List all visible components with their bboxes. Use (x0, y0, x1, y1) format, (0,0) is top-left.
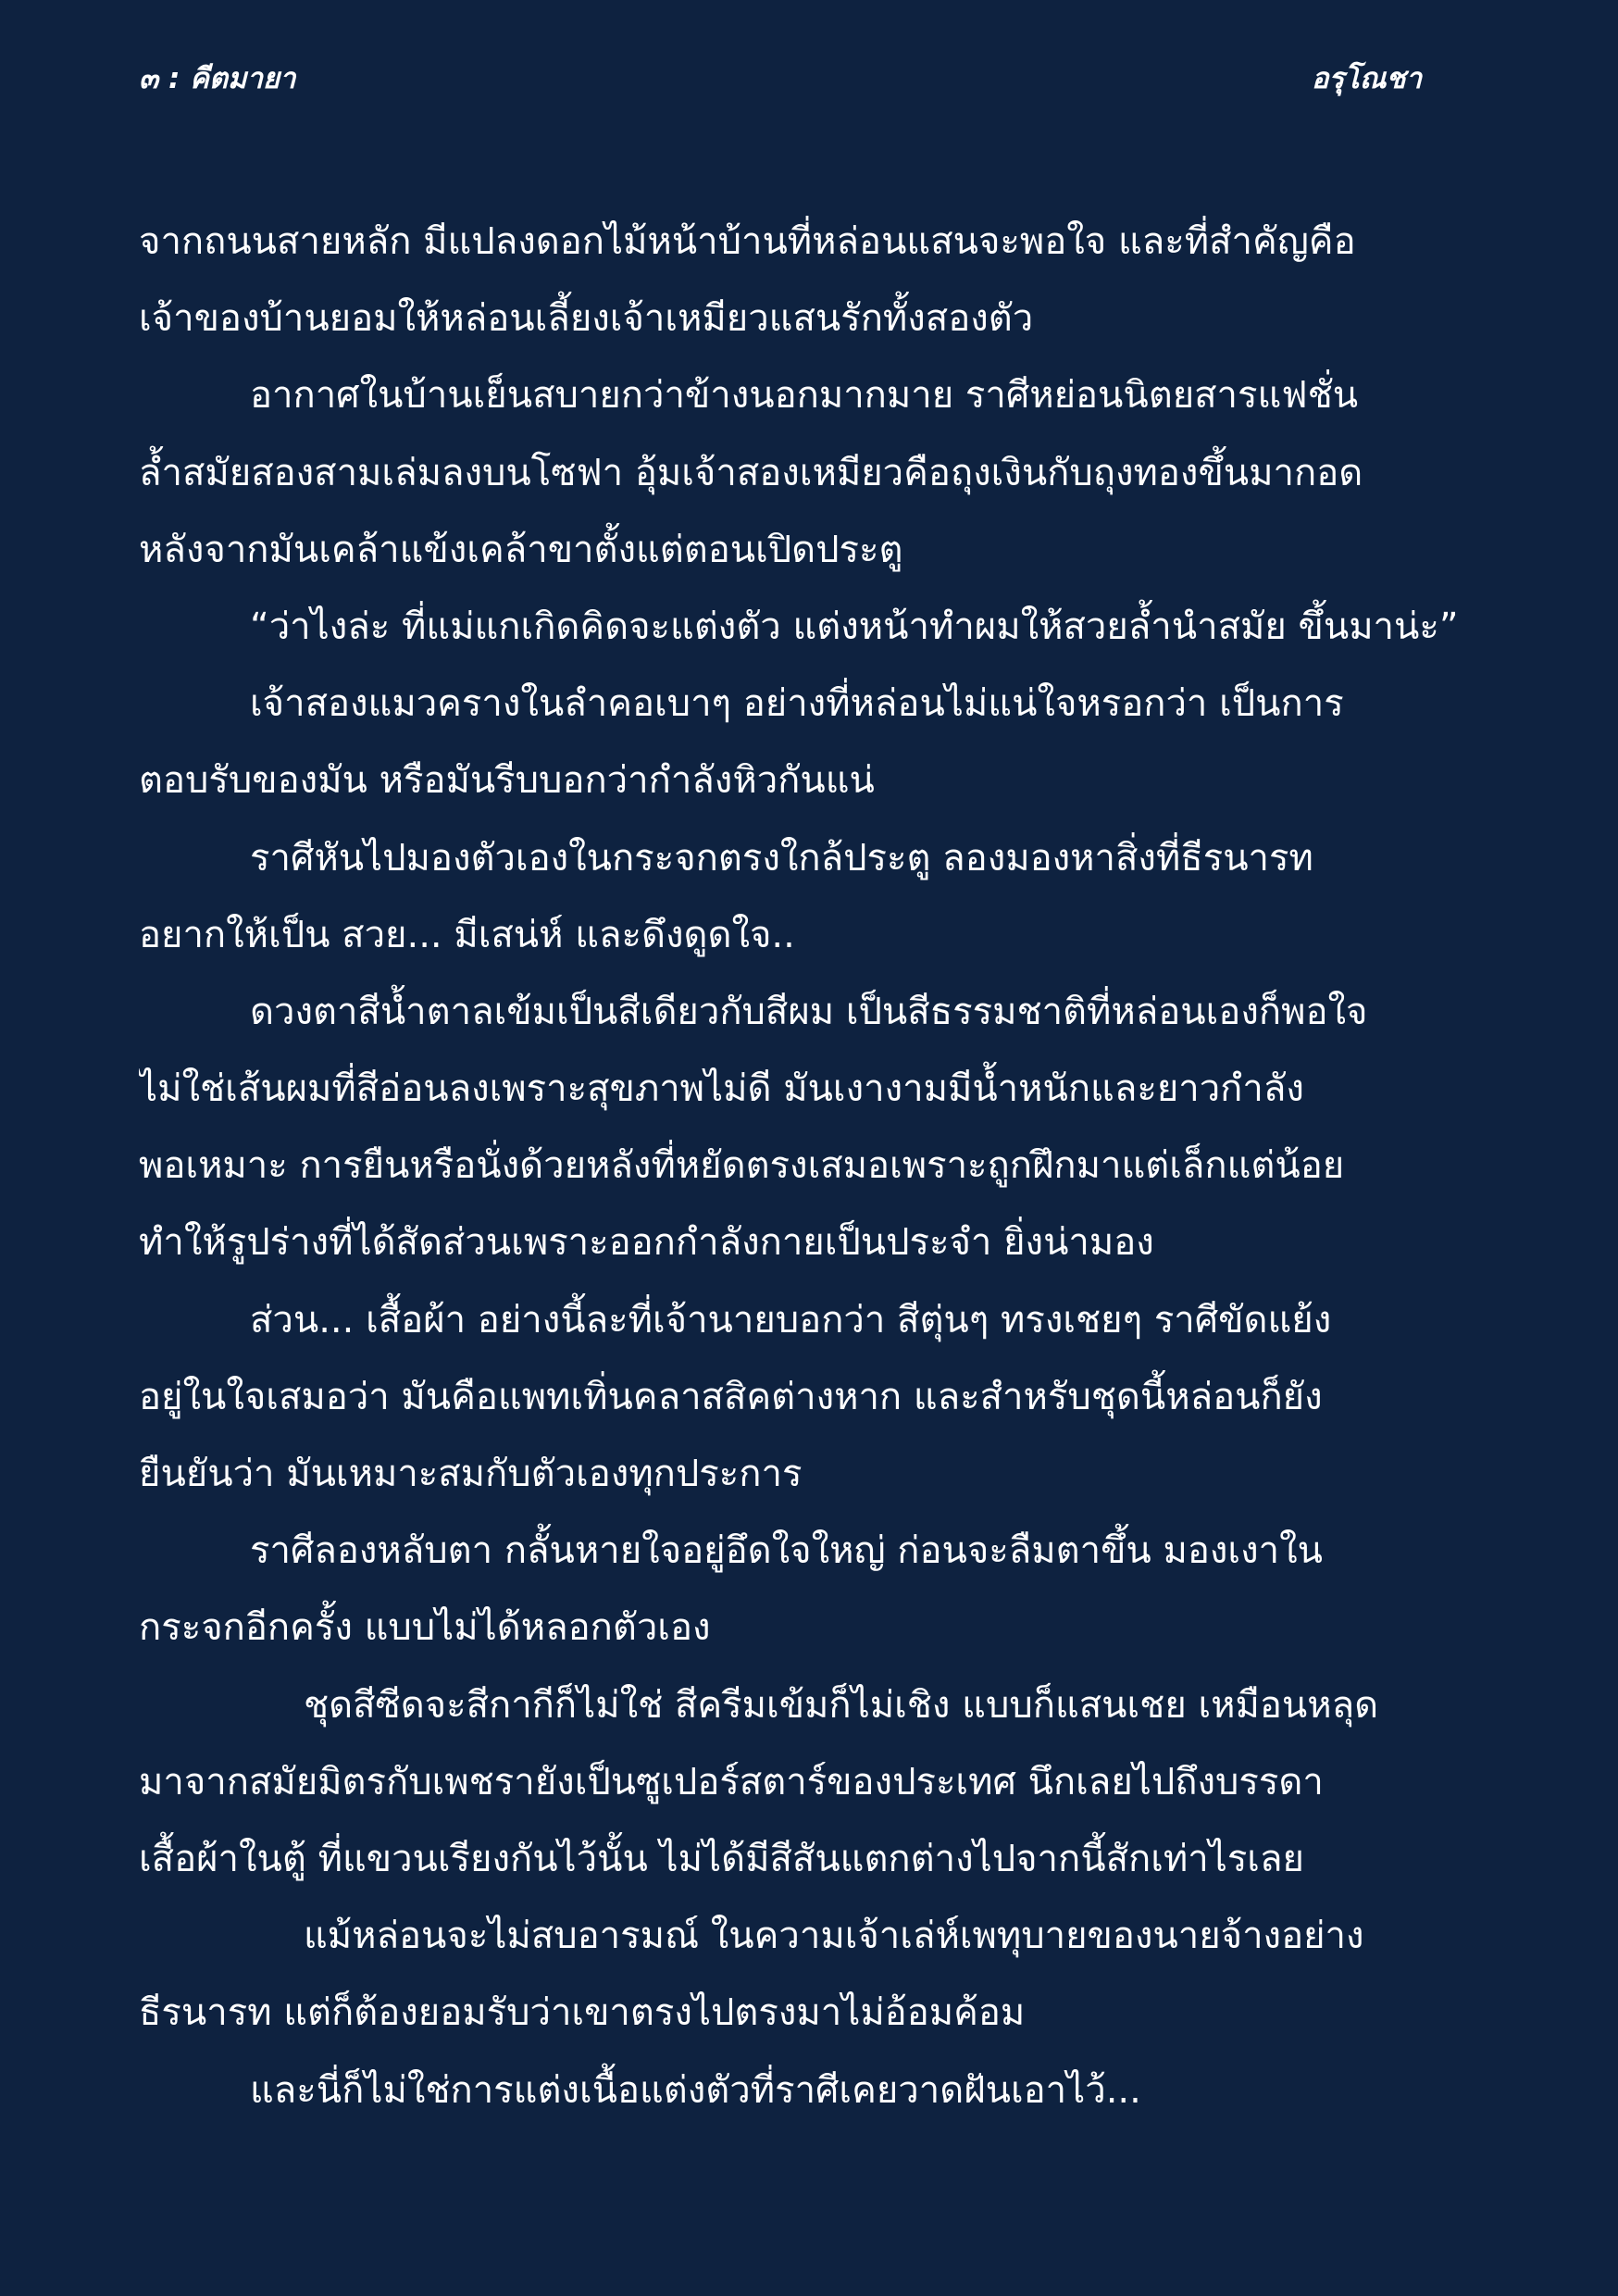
text-line: ส่วน... เสื้อผ้า อย่างนี้ละที่เจ้านายบอกว่า สีตุ่นๆ ทรงเชยๆ ราศีขัดแย้ง (250, 1298, 1332, 1341)
text-line: แม้หล่อนจะไม่สบอารมณ์ ในความเจ้าเล่ห์เพทุบายของนายจ้างอย่าง (304, 1915, 1364, 1958)
text-line: ล้ำสมัยสองสามเล่มลงบนโซฟา อุ้มเจ้าสองเหมียวคือถุงเงินกับถุงทองขึ้นมากอด (139, 451, 1363, 494)
body-text (139, 204, 1472, 2129)
text-line: ยืนยันว่า มันเหมาะสมกับตัวเองทุกประการ (139, 1453, 803, 1495)
text-line: อยากให้เป็น สวย... มีเสน่ห์ และดึงดูดใจ.. (139, 913, 795, 956)
text-line: “ว่าไงล่ะ ที่แม่แกเกิดคิดจะแต่งตัว แต่งหน้าทำผมให้สวยล้ำนำสมัย ขึ้นมาน่ะ” (250, 605, 1459, 648)
text-line: จากถนนสายหลัก มีแปลงดอกไม้หน้าบ้านที่หล่อนแสนจะพอใจ และที่สำคัญคือ (139, 220, 1356, 263)
text-line: ไม่ใช่เส้นผมที่สีอ่อนลงเพราะสุขภาพไม่ดี มันเงางามมีน้ำหนักและยาวกำลัง (139, 1067, 1304, 1111)
text-line: มาจากสมัยมิตรกับเพชรายังเป็นซูเปอร์สตาร์ของประเทศ นึกเลยไปถึงบรรดา (139, 1760, 1324, 1803)
text-line: ดวงตาสีน้ำตาลเข้มเป็นสีเดียวกับสีผม เป็นสีธรรมชาติที่หล่อนเองก็พอใจ (250, 990, 1368, 1033)
text-line: หลังจากมันเคล้าแข้งเคล้าขาตั้งแต่ตอนเปิดประตู (139, 528, 903, 571)
text-line: เจ้าของบ้านยอมให้หล่อนเลี้ยงเจ้าเหมียวแสนรักทั้งสองตัว (139, 297, 1034, 341)
chapter-title: ๓ : คีตมายา (139, 62, 296, 95)
text-line: อากาศในบ้านเย็นสบายกว่าข้างนอกมากมาย ราศีหย่อนนิตยสารแฟชั่น (250, 374, 1359, 418)
text-line: ราศีลองหลับตา กลั้นหายใจอยู่อึดใจใหญ่ ก่อนจะลืมตาขึ้น มองเงาใน (250, 1529, 1323, 1573)
text-line: กระจกอีกครั้ง แบบไม่ได้หลอกตัวเอง (139, 1606, 711, 1650)
text-line: อยู่ในใจเสมอว่า มันคือแพทเทิ่นคลาสสิคต่างหาก และสำหรับชุดนี้หล่อนก็ยัง (139, 1375, 1323, 1418)
author-name: อรุโณชา (1311, 62, 1422, 95)
text-line: เจ้าสองแมวครางในลำคอเบาๆ อย่างที่หล่อนไม่แน่ใจหรอกว่า เป็นการ (250, 682, 1344, 726)
text-line: ธีรนารท แต่ก็ต้องยอมรับว่าเขาตรงไปตรงมาไม่อ้อมค้อม (139, 1991, 1026, 2035)
text-line: ราศีหันไปมองตัวเองในกระจกตรงใกล้ประตู ลองมองหาสิ่งที่ธีรนารท (250, 836, 1313, 880)
text-line: ชุดสีซีดจะสีกากีก็ไม่ใช่ สีครีมเข้มก็ไม่เชิง แบบก็แสนเชย เหมือนหลุด (304, 1683, 1379, 1727)
text-line: ตอบรับของมัน หรือมันรีบบอกว่ากำลังหิวกันแน่ (139, 759, 875, 803)
text-line: พอเหมาะ การยืนหรือนั่งด้วยหลังที่หยัดตรงเสมอเพราะถูกฝึกมาแต่เล็กแต่น้อย (139, 1144, 1345, 1188)
text-line: ทำให้รูปร่างที่ได้สัดส่วนเพราะออกกำลังกายเป็นประจำ ยิ่งน่ามอง (139, 1221, 1154, 1265)
text-line: เสื้อผ้าในตู้ ที่แขวนเรียงกันไว้นั้น ไม่ได้มีสีสันแตกต่างไปจากนี้สักเท่าไรเลย (139, 1837, 1304, 1880)
text-line: และนี่ก็ไม่ใช่การแต่งเนื้อแต่งตัวที่ราศีเคยวาดฝันเอาไว้... (250, 2068, 1141, 2112)
page-header (139, 57, 1422, 98)
